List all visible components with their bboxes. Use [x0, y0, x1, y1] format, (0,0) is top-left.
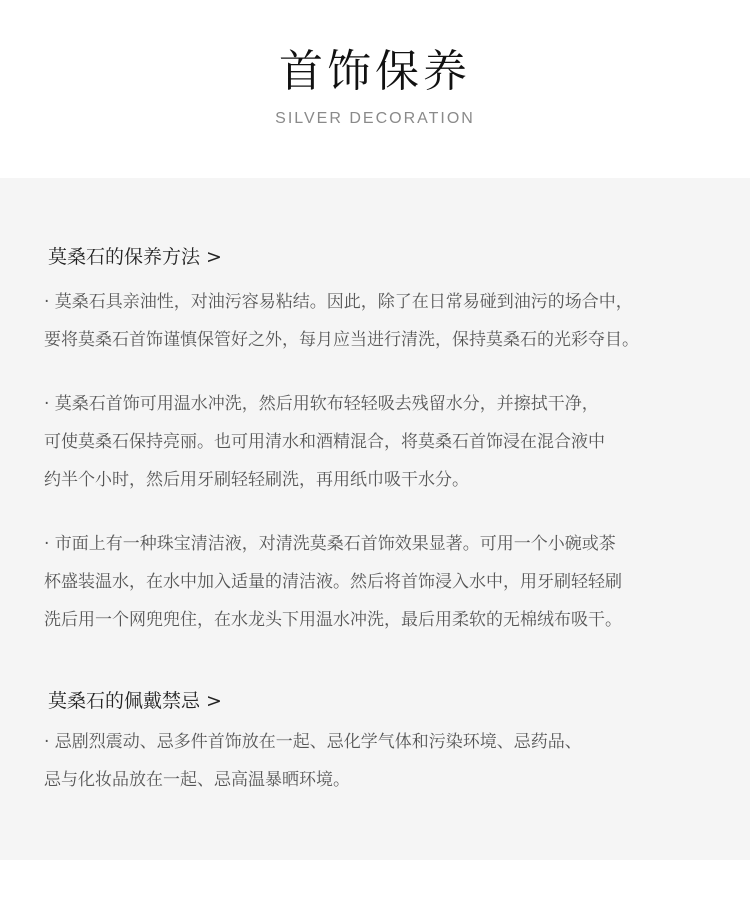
page-header [0, 0, 750, 178]
paragraph-line: · 莫桑石具亲油性，对油污容易粘结。因此，除了在日常易碰到油污的场合中， [44, 292, 633, 312]
paragraph-line: 可使莫桑石保持亮丽。也可用清水和酒精混合，将莫桑石首饰浸在混合液中 [44, 432, 605, 452]
paragraph-line: · 莫桑石首饰可用温水冲洗，然后用软布轻轻吸去残留水分，并擦拭干净， [44, 394, 599, 414]
page-title: 首饰保养 [279, 46, 471, 97]
paragraph-line: 要将莫桑石首饰谨慎保管好之外，每月应当进行清洗，保持莫桑石的光彩夺目。 [44, 330, 639, 350]
section-heading-wearing-taboos: 莫桑石的佩戴禁忌 > [48, 690, 222, 712]
paragraph-line: 洗后用一个网兜兜住，在水龙头下用温水冲洗，最后用柔软的无棉绒布吸干。 [44, 610, 622, 630]
paragraph-line: · 忌剧烈震动、忌多件首饰放在一起、忌化学气体和污染环境、忌药品、 [44, 732, 582, 752]
paragraph-care-3 [44, 525, 714, 639]
paragraph-line: · 市面上有一种珠宝清洁液，对清洗莫桑石首饰效果显著。可用一个小碗或茶 [44, 534, 616, 554]
paragraph-care-2 [44, 385, 714, 499]
paragraph-line: 约半个小时，然后用牙刷轻轻刷洗，再用纸巾吸干水分。 [44, 470, 469, 490]
page-subtitle: SILVER DECORATION [275, 110, 475, 127]
paragraph-taboos [44, 723, 714, 799]
paragraph-line: 杯盛装温水，在水中加入适量的清洁液。然后将首饰浸入水中，用牙刷轻轻刷 [44, 572, 622, 592]
section-heading-care-method: 莫桑石的保养方法 > [48, 246, 222, 268]
paragraph-care-1 [44, 283, 714, 359]
paragraph-line: 忌与化妆品放在一起、忌高温暴晒环境。 [44, 770, 350, 790]
